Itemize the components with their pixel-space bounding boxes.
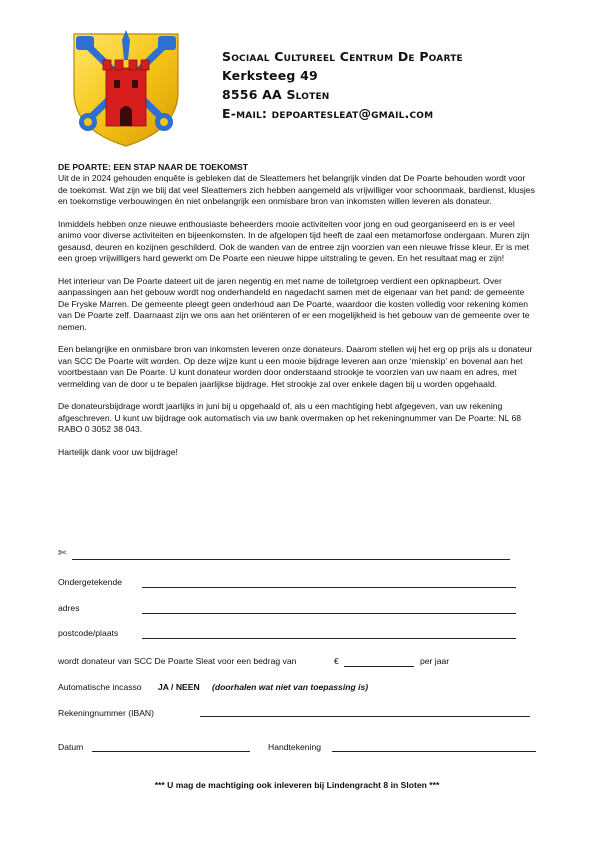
incasso-options[interactable]: JA / NEEN <box>158 682 200 692</box>
email-line: E-mail: depoartesleat@gmail.com <box>222 106 434 121</box>
undersigned-field[interactable] <box>142 587 516 588</box>
amount-field[interactable] <box>344 666 414 667</box>
street-address: Kerksteeg 49 <box>222 68 318 83</box>
iban-label: Rekeningnummer (IBAN) <box>58 708 154 718</box>
paragraph-thanks: Hartelijk dank voor uw bijdrage! <box>58 447 178 458</box>
paragraph-survey: Uit de in 2024 gehouden enquête is gebleken dat de Sleattemers het belangrijk vinden dat De Poarte behouden wordt voor de toekomst. Wat zijn we blij dat veel Sleattemers zich hebben aangemeld als vrijwilliger voor schoonmaak, bardienst, klusjes en toekomstige verbouwingen én niet onbelangrijk een onmisbare bron van inkomsten willen leveren als donateur. <box>58 173 535 207</box>
address-field[interactable] <box>142 613 516 614</box>
per-year-label: per jaar <box>420 656 450 666</box>
date-label: Datum <box>58 742 84 752</box>
signature-field[interactable] <box>332 751 536 752</box>
donor-amount-label: wordt donateur van SCC De Poarte Sleat voor een bedrag van <box>58 656 297 666</box>
iban-field[interactable] <box>200 716 530 717</box>
footer-note: *** U mag de machtiging ook inleveren bij Lindengracht 8 in Sloten *** <box>154 780 440 790</box>
city-line: 8556 AA Sloten <box>222 87 330 102</box>
organization-name: Sociaal Cultureel Centrum De Poarte <box>222 49 463 64</box>
incasso-note: (doorhalen wat niet van toepassing is) <box>212 682 369 692</box>
postcode-label: postcode/plaats <box>58 628 119 638</box>
cut-line <box>72 559 510 560</box>
scissors-icon: ✄ <box>58 548 67 559</box>
paragraph-activities: Inmiddels hebben onze nieuwe enthousiaste beheerders mooie activiteiten voor jong en oud georganiseerd en is er veel animo voor diverse activiteiten en bijeenkomsten. In de afgelopen tijd heeft de zaal een metamorfose ondergaan. Muren zijn gesausd, deuren en kozijnen geschilderd. Ook de wanden van de entree zijn voorzien van een nieuwe frisse kleur. Er is met een groep vrijwilligers hard gewerkt om De Poarte een nieuwe hippe uitstraling te geven. En het resultaat mag er zijn! <box>58 219 530 264</box>
euro-sign: € <box>334 656 339 666</box>
letter-body <box>58 162 536 470</box>
date-field[interactable] <box>92 751 250 752</box>
letterhead <box>222 47 463 123</box>
incasso-label: Automatische incasso <box>58 682 142 692</box>
paragraph-interior: Het interieur van De Poarte dateert uit de jaren negentig en met name de toiletgroep verdient een opknapbeurt. Over aanpassingen aan het gebouw wordt nog onderhandeld en nagedacht samen met de eigenaar van het pand: de gemeente De Fryske Marren. De gemeente pleegt geen onderhoud aan De Poarte, waardoor die kosten volledig voor rekening komen van De Poarte zelf. Daarnaast zijn we ons aan het oriënteren of er een mogelijkheid is het gebouw van de gemeente over te nemen. <box>58 276 530 332</box>
signature-label: Handtekening <box>268 742 322 752</box>
undersigned-label: Ondergetekende <box>58 577 123 587</box>
address-label: adres <box>58 603 80 613</box>
letter-heading: DE POARTE: EEN STAP NAAR DE TOEKOMST <box>58 162 249 172</box>
paragraph-donors: Een belangrijke en onmisbare bron van inkomsten leveren onze donateurs. Daarom stellen wij het erg op prijs als u donateur van SCC De Poarte wilt worden. Op deze wijze kunt u een mooie bijdrage leveren aan onze ‘mienskip’ en bovenal aan het voortbestaan van De Poarte. U kunt donateur worden door onderstaand strookje te voorzien van uw naam en adres, met vermelding van de door u te bepalen jaarlijkse bijdrage. Het strookje zal over enkele dagen bij u worden opgehaald. <box>58 344 533 389</box>
paragraph-contribution: De donateursbijdrage wordt jaarlijks in juni bij u opgehaald of, als u een machtiging hebt afgegeven, van uw rekening afgeschreven. U kunt uw bijdrage ook automatisch via uw bank overmaken op het rekeningnummer van De Poarte: NL 68 RABO 0 3052 38 043. <box>58 401 522 435</box>
postcode-field[interactable] <box>142 638 516 639</box>
coat-of-arms-logo <box>70 30 182 148</box>
